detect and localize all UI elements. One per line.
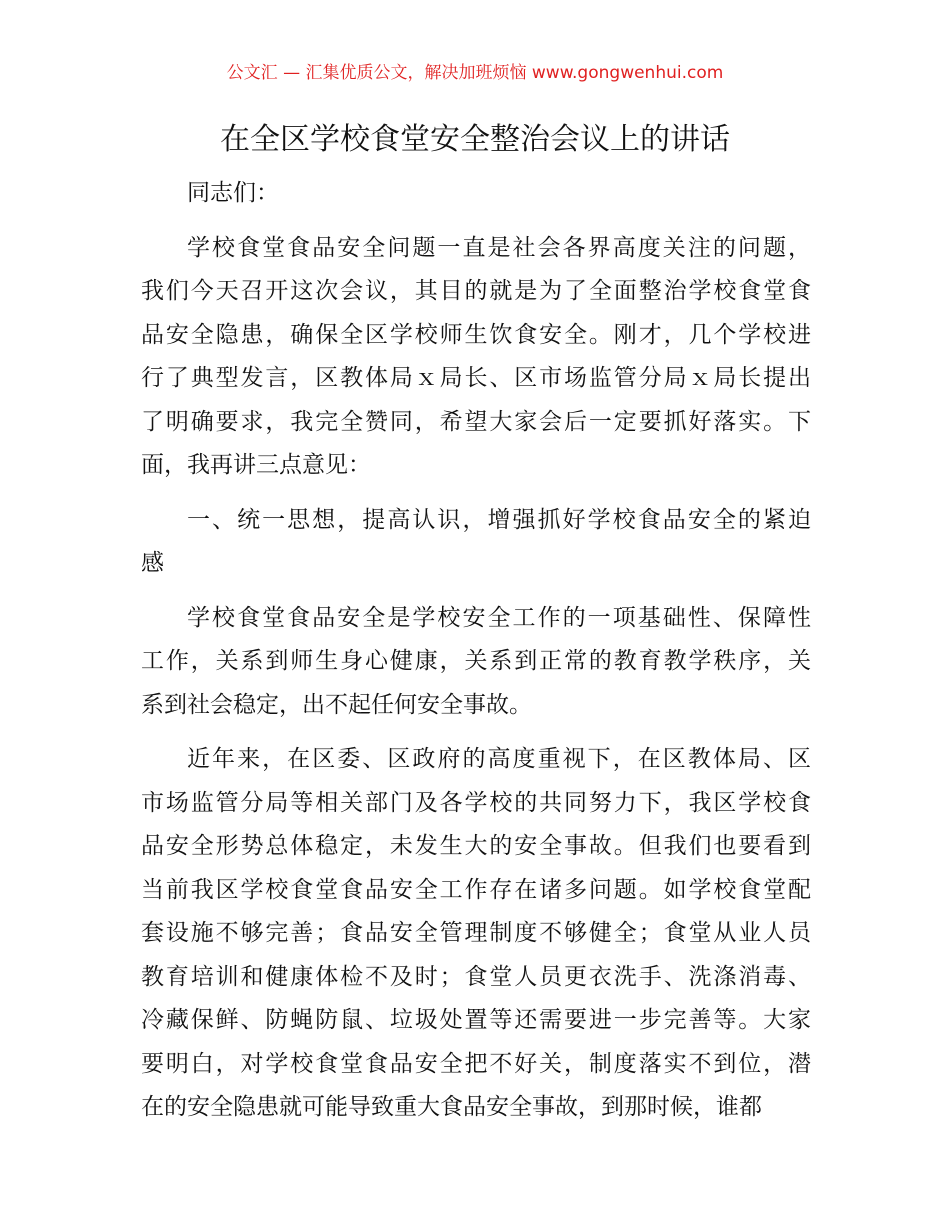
text-line: 学校食堂食品安全问题一直是社会各界高度关注的问题， [187,234,811,261]
text-line: 系到社会稳定，出不起任何安全事故。 [141,691,532,718]
text-line: 了明确要求，我完全赞同，希望大家会后一定要抓好落实。下 [141,408,811,435]
text-line: 品安全形势总体稳定，未发生大的安全事故。但我们也要看到 [141,833,811,859]
text-line: 一、统一思想，提高认识，增强抓好学校食品安全的紧迫 [187,506,811,533]
text-line: 感 [141,550,164,576]
salutation [141,172,811,216]
text-line: 工作，关系到师生身心健康，关系到正常的教育教学秩序，关 [141,648,811,674]
text-line: 冷藏保鲜、防蝇防鼠、垃圾处置等还需要进一步完善等。大家 [141,1007,811,1033]
salutation-text: 同志们： [187,180,279,206]
text-line: 在的安全隐患就可能导致重大食品安全事故，到那时候，谁都 [141,1094,762,1120]
paragraph [141,227,811,488]
text-line: 我们今天召开这次会议，其目的就是为了全面整治学校食堂食 [141,278,811,304]
section-heading [141,499,811,586]
site-banner: 公文汇 — 汇集优质公文，解决加班烦恼 www.gongwenhui.com [226,63,724,83]
paragraph [141,597,811,728]
document-title: 在全区学校食堂安全整治会议上的讲话 [220,122,730,157]
text-line: 套设施不够完善；食品安全管理制度不够健全；食堂从业人员 [141,920,811,946]
text-line: 要明白，对学校食堂食品安全把不好关，制度落实不到位，潜 [141,1050,811,1077]
text-line: 市场监管分局等相关部门及各学校的共同努力下，我区学校食 [141,789,811,816]
text-line: 品安全隐患，确保全区学校师生饮食安全。刚才，几个学校进 [141,321,811,348]
text-line: 当前我区学校食堂食品安全工作存在诸多问题。如学校食堂配 [141,876,811,903]
text-line: 面，我再讲三点意见： [141,452,371,478]
text-line: 学校食堂食品安全是学校安全工作的一项基础性、保障性 [187,604,811,631]
paragraph [141,738,811,1130]
text-line: 行了典型发言，区教体局ｘ局长、区市场监管分局ｘ局长提出 [141,365,811,391]
document-body [141,172,811,1141]
text-line: 教育培训和健康体检不及时；食堂人员更衣洗手、洗涤消毒、 [141,963,811,990]
text-line: 近年来，在区委、区政府的高度重视下，在区教体局、区 [187,746,811,772]
